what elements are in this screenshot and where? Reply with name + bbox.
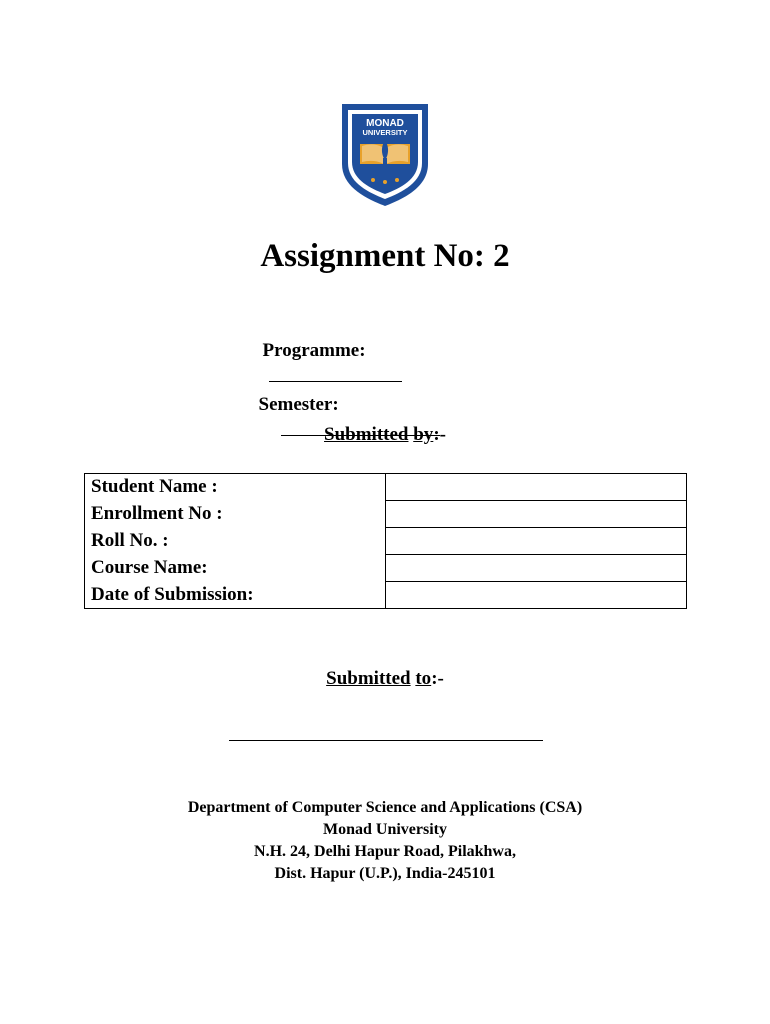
- course-name-value[interactable]: [386, 555, 687, 582]
- table-row: [85, 582, 687, 609]
- semester-label: Semester:: [258, 394, 339, 415]
- submitted-by-suffix: :-: [433, 424, 446, 445]
- roll-no-value[interactable]: [386, 528, 687, 555]
- submitted-to-heading: [0, 667, 770, 691]
- student-name-value[interactable]: [386, 474, 687, 501]
- roll-no-label: Roll No. :: [85, 528, 386, 555]
- submitted-to-suffix: :-: [431, 668, 444, 689]
- table-row: [85, 528, 687, 555]
- table-row: [85, 501, 687, 528]
- monad-university-logo: [340, 102, 430, 208]
- submitted-by-word2: by: [413, 424, 434, 445]
- student-details-table: [84, 473, 687, 609]
- logo-text-line2: UNIVERSITY: [362, 128, 408, 137]
- table-row: [85, 474, 687, 501]
- student-name-label: Student Name :: [85, 474, 386, 501]
- programme-label: Programme:: [262, 340, 366, 361]
- address-line2: Dist. Hapur (U.P.), India-245101: [274, 865, 496, 882]
- submitted-to-word1: Submitted: [326, 668, 411, 689]
- submitted-by-word1: Submitted: [324, 424, 409, 445]
- date-of-submission-value[interactable]: [386, 582, 687, 609]
- submitted-to-blank-line[interactable]: [229, 740, 543, 741]
- logo-text-line1: MONAD: [366, 118, 404, 129]
- assignment-title: Assignment No: 2: [260, 238, 510, 274]
- submitted-by-heading: [0, 423, 770, 447]
- enrollment-no-value[interactable]: [386, 501, 687, 528]
- course-name-label: Course Name:: [85, 555, 386, 582]
- date-of-submission-label: Date of Submission:: [85, 582, 386, 609]
- enrollment-no-label: Enrollment No :: [85, 501, 386, 528]
- table-row: [85, 555, 687, 582]
- address-line1: N.H. 24, Delhi Hapur Road, Pilakhwa,: [254, 843, 516, 860]
- department-name: Department of Computer Science and Applications (CSA): [187, 799, 583, 816]
- department-address-block: [0, 797, 770, 885]
- university-name: Monad University: [323, 821, 447, 838]
- submitted-to-word2: to: [415, 668, 432, 689]
